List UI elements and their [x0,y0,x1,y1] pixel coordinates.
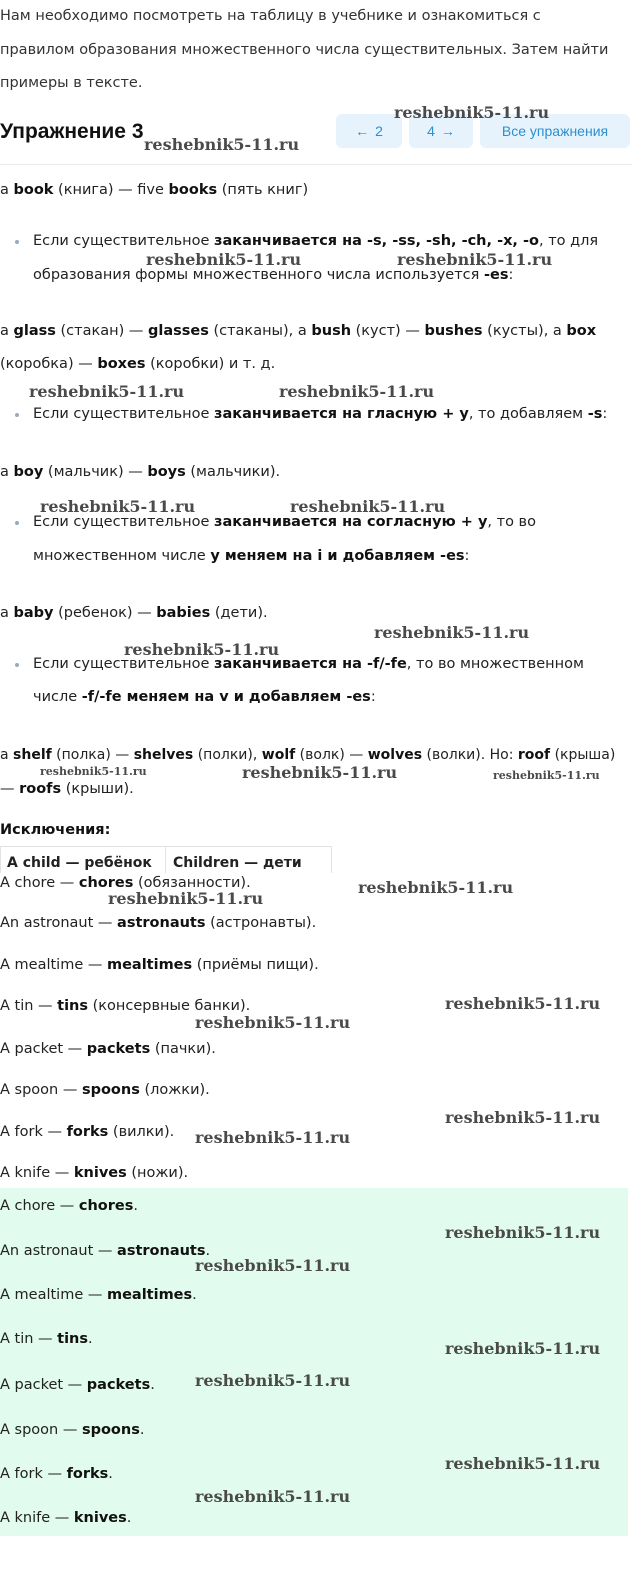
example-line: A spoon — spoons (ложки). [0,1082,210,1098]
watermark: reshebnik5-11.ru [493,769,600,782]
watermark: reshebnik5-11.ru [195,1128,351,1147]
rule-example-5-cont: — roofs (крыши). [0,781,134,797]
watermark: reshebnik5-11.ru [445,1223,601,1242]
answer-line: A knife — knives. [0,1510,132,1526]
example-line: A tin — tins (консервные банки). [0,998,251,1014]
next-exercise-label: 4 [427,123,435,139]
answer-line: A chore — chores. [0,1198,138,1214]
answer-line: A tin — tins. [0,1331,93,1347]
arrow-right-icon: → [440,123,455,139]
intro-line-3: примеры в тексте. [0,75,143,91]
watermark: reshebnik5-11.ru [195,1013,351,1032]
bullet-marker [15,413,19,417]
rule-example-5: a shelf (полка) — shelves (полки), wolf (волк) — wolves (волки). Но: roof (крыша) [0,747,616,763]
watermark: reshebnik5-11.ru [146,250,302,269]
watermark: reshebnik5-11.ru [195,1256,351,1275]
answer-line: An astronaut — astronauts. [0,1243,211,1259]
watermark: reshebnik5-11.ru [195,1371,351,1390]
rule-bullet-2: Если существительное заканчивается на гласную + y, то добавляем -s: [33,406,608,422]
watermark: reshebnik5-11.ru [445,994,601,1013]
example-line: A mealtime — mealtimes (приёмы пищи). [0,957,319,973]
watermark: reshebnik5-11.ru [290,497,446,516]
prev-exercise-label: 2 [375,123,383,139]
watermark: reshebnik5-11.ru [108,889,264,908]
exceptions-heading: Исключения: [0,822,111,838]
watermark: reshebnik5-11.ru [144,135,300,154]
watermark: reshebnik5-11.ru [358,878,514,897]
rule-example-2-cont: (коробка) — boxes (коробки) и т. д. [0,356,276,372]
rule-example-3: a boy (мальчик) — boys (мальчики). [0,464,281,480]
example-line: A knife — knives (ножи). [0,1165,189,1181]
answer-line: A fork — forks. [0,1466,113,1482]
rule-bullet-1-cont: образования формы множественного числа используется -es: [33,267,514,283]
rule-example-2: a glass (стакан) — glasses (стаканы), a bush (куст) — bushes (кусты), a box [0,323,597,339]
exceptions-table [0,846,332,873]
watermark: reshebnik5-11.ru [124,640,280,659]
example-line: A chore — chores (обязанности). [0,875,251,891]
watermark: reshebnik5-11.ru [195,1487,351,1506]
prev-exercise-button[interactable] [336,114,402,148]
watermark: reshebnik5-11.ru [445,1108,601,1127]
watermark: reshebnik5-11.ru [445,1339,601,1358]
intro-line-1: Нам необходимо посмотреть на таблицу в учебнике и ознакомиться с [0,8,541,24]
watermark: reshebnik5-11.ru [397,250,553,269]
example-line: An astronaut — astronauts (астронавты). [0,915,317,931]
rule-bullet-3: Если существительное заканчивается на согласную + y, то во [33,514,536,530]
example-line: A packet — packets (пачки). [0,1041,216,1057]
watermark: reshebnik5-11.ru [40,765,147,778]
watermark: reshebnik5-11.ru [29,382,185,401]
answer-line: A packet — packets. [0,1377,155,1393]
watermark: reshebnik5-11.ru [242,763,398,782]
rule-example-4: a baby (ребенок) — babies (дети). [0,605,268,621]
answer-line: A mealtime — mealtimes. [0,1287,197,1303]
intro-line-2: правилом образования множественного числа существительных. Затем найти [0,42,609,58]
rule-bullet-1: Если существительное заканчивается на -s, -ss, -sh, -ch, -x, -o, то для [33,233,599,249]
table-divider [165,847,166,873]
table-cell: A child — ребёнок [7,855,152,871]
rule-bullet-3-cont: множественном числе y меняем на i и добавляем -es: [33,548,470,564]
all-exercises-label: Все упражнения [501,123,609,139]
rule-bullet-4-cont: числе -f/-fe меняем на v и добавляем -es: [33,689,376,705]
watermark: reshebnik5-11.ru [40,497,196,516]
bullet-marker [15,240,19,244]
arrow-left-icon: ← [355,123,370,139]
bullet-marker [15,521,19,525]
bullet-marker [15,663,19,667]
example-line: A fork — forks (вилки). [0,1124,175,1140]
rule-bullet-4: Если существительное заканчивается на -f/-fe, то во множественном [33,656,584,672]
header-divider [0,164,632,165]
rule-example-1: a book (книга) — five books (пять книг) [0,182,309,198]
page-title: Упражнение 3 [0,120,144,143]
table-cell: Children — дети [173,855,302,871]
watermark: reshebnik5-11.ru [445,1454,601,1473]
watermark: reshebnik5-11.ru [374,623,530,642]
watermark: reshebnik5-11.ru [279,382,435,401]
watermark: reshebnik5-11.ru [394,103,550,122]
answer-line: A spoon — spoons. [0,1422,145,1438]
